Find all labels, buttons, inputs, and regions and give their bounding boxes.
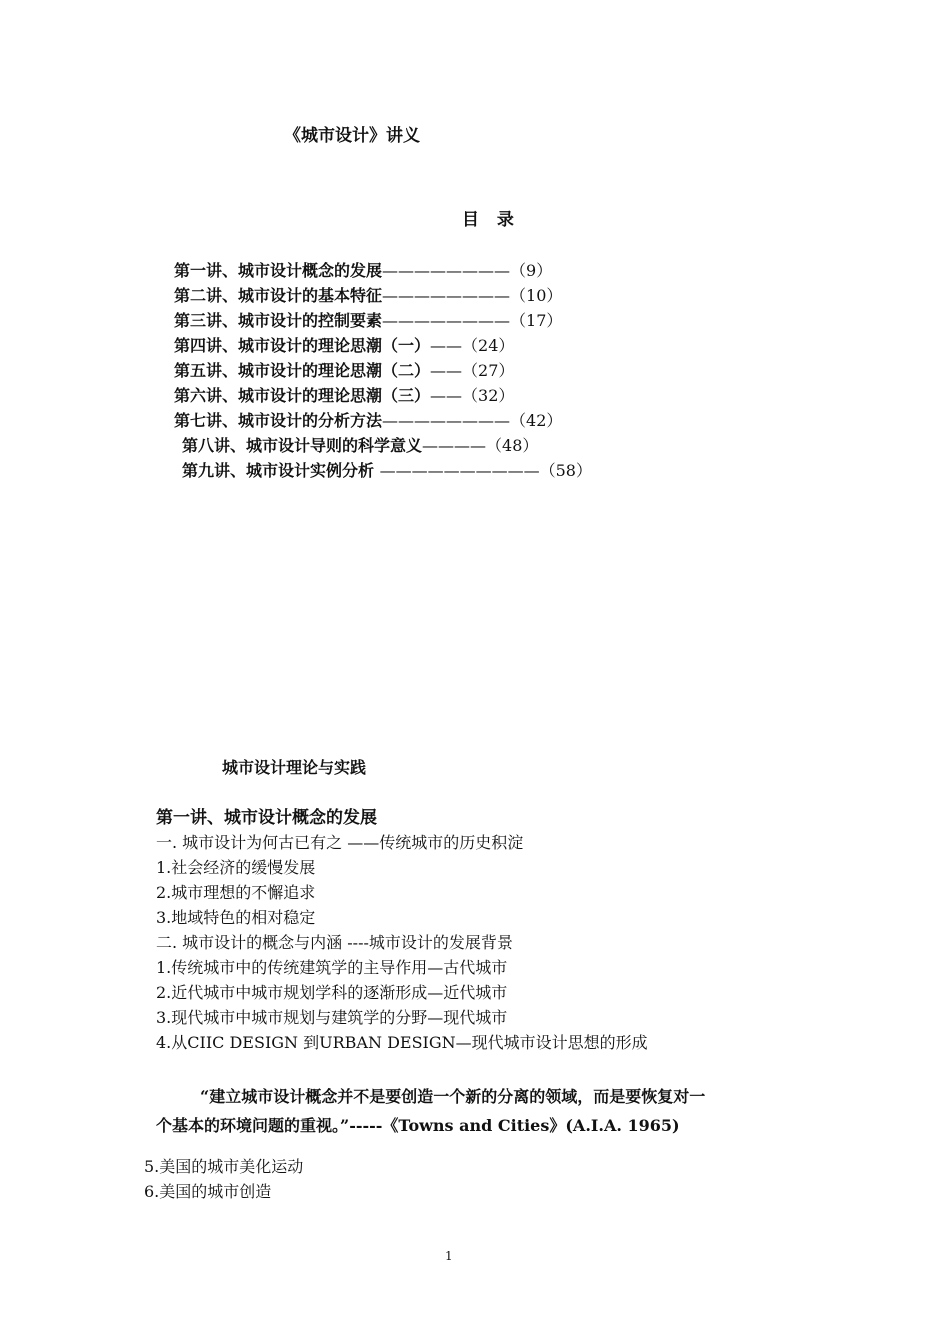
lecture-heading: 第一讲、城市设计概念的发展 bbox=[156, 808, 377, 828]
toc-leader: —— bbox=[430, 386, 463, 405]
toc-leader: —————————— bbox=[379, 461, 540, 480]
table-of-contents bbox=[174, 261, 592, 486]
quotation-line: 个基本的环境问题的重视。”-----《Towns and Cities》(A.I.A. 1965) bbox=[156, 1116, 680, 1135]
toc-item-label: 第八讲、城市设计导则的科学意义 bbox=[182, 436, 423, 455]
toc-leader: —— bbox=[430, 336, 463, 355]
toc-leader: ———————— bbox=[382, 286, 511, 305]
section-subtitle: 城市设计理论与实践 bbox=[222, 758, 367, 777]
toc-page: （9） bbox=[510, 261, 553, 280]
toc-leader: ———————— bbox=[382, 311, 511, 330]
outline-item: 一. 城市设计为何古已有之 ——传统城市的历史积淀 bbox=[156, 833, 524, 852]
toc-page: （32） bbox=[462, 386, 515, 405]
toc-page: （17） bbox=[510, 311, 563, 330]
toc-page: （42） bbox=[510, 411, 563, 430]
outline-item: 2.近代城市中城市规划学科的逐渐形成—近代城市 bbox=[156, 983, 508, 1002]
toc-item-label: 第九讲、城市设计实例分析 bbox=[182, 461, 380, 480]
outline-item: 6.美国的城市创造 bbox=[144, 1182, 272, 1201]
toc-item-label: 第六讲、城市设计的理论思潮（三） bbox=[174, 386, 431, 405]
toc-item[interactable] bbox=[174, 411, 592, 436]
toc-item[interactable] bbox=[174, 436, 592, 461]
toc-item[interactable] bbox=[174, 336, 592, 361]
lecture-outline bbox=[156, 808, 648, 1058]
toc-item[interactable] bbox=[174, 311, 592, 336]
toc-item[interactable] bbox=[174, 461, 592, 486]
outline-item: 5.美国的城市美化运动 bbox=[144, 1157, 304, 1176]
outline-item: 二. 城市设计的概念与内涵 ----城市设计的发展背景 bbox=[156, 933, 513, 952]
toc-page: （27） bbox=[462, 361, 515, 380]
toc-leader: ———— bbox=[422, 436, 487, 455]
toc-page: （58） bbox=[539, 461, 592, 480]
toc-item[interactable] bbox=[174, 261, 592, 286]
quotation-block bbox=[156, 1082, 816, 1140]
outline-item: 1.社会经济的缓慢发展 bbox=[156, 858, 316, 877]
toc-item-label: 第二讲、城市设计的基本特征 bbox=[174, 286, 383, 305]
toc-page: （48） bbox=[486, 436, 539, 455]
outline-item: 2.城市理想的不懈追求 bbox=[156, 883, 316, 902]
toc-item-label: 第四讲、城市设计的理论思潮（一） bbox=[174, 336, 431, 355]
toc-heading: 目 录 bbox=[462, 210, 516, 230]
toc-item-label: 第七讲、城市设计的分析方法 bbox=[174, 411, 383, 430]
outline-item: 3.现代城市中城市规划与建筑学的分野—现代城市 bbox=[156, 1008, 508, 1027]
outline-item: 1.传统城市中的传统建筑学的主导作用—古代城市 bbox=[156, 958, 508, 977]
toc-item-label: 第三讲、城市设计的控制要素 bbox=[174, 311, 383, 330]
toc-page: （24） bbox=[462, 336, 515, 355]
page-number: 1 bbox=[445, 1249, 453, 1263]
outline-continuation bbox=[144, 1157, 303, 1207]
toc-item-label: 第五讲、城市设计的理论思潮（二） bbox=[174, 361, 431, 380]
toc-item[interactable] bbox=[174, 286, 592, 311]
toc-page: （10） bbox=[510, 286, 563, 305]
toc-item[interactable] bbox=[174, 386, 592, 411]
toc-leader: —— bbox=[430, 361, 463, 380]
outline-item: 4.从CIIC DESIGN 到URBAN DESIGN—现代城市设计思想的形成 bbox=[156, 1033, 648, 1052]
document-title: 《城市设计》讲义 bbox=[284, 126, 420, 146]
toc-leader: ———————— bbox=[382, 261, 511, 280]
toc-leader: ———————— bbox=[382, 411, 511, 430]
quotation-line: “建立城市设计概念并不是要创造一个新的分离的领域，而是要恢复对一 bbox=[200, 1087, 706, 1106]
toc-item-label: 第一讲、城市设计概念的发展 bbox=[174, 261, 383, 280]
outline-item: 3.地域特色的相对稳定 bbox=[156, 908, 316, 927]
toc-item[interactable] bbox=[174, 361, 592, 386]
